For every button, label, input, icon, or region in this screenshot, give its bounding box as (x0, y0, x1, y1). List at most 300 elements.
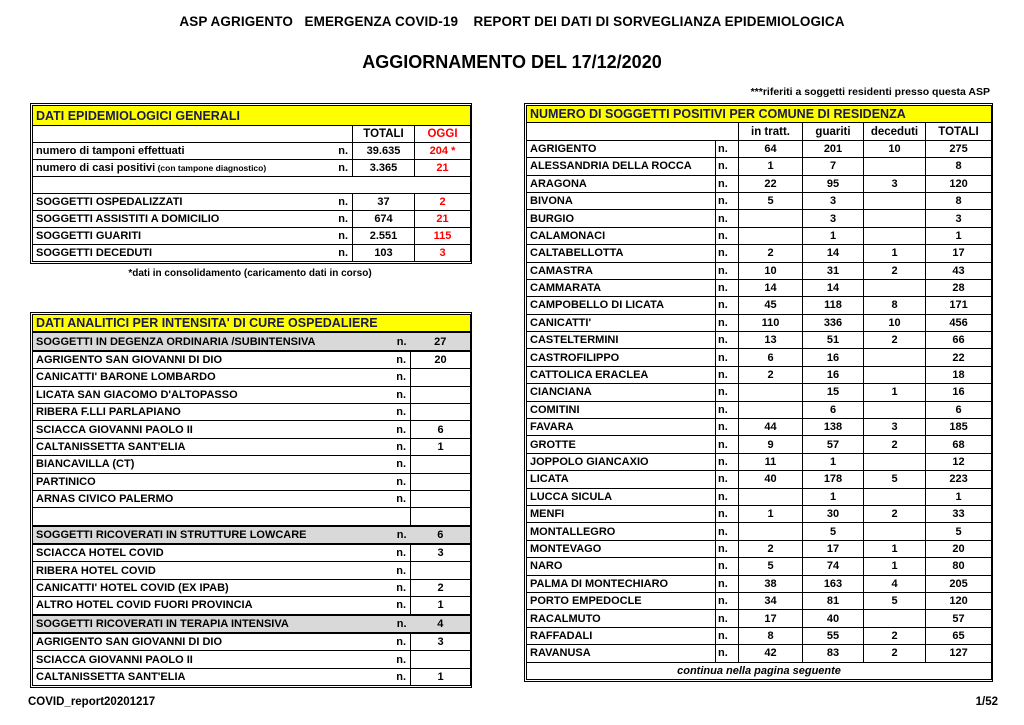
general-table-row (33, 194, 471, 211)
deceduti-value: 2 (864, 262, 926, 279)
in-tratt-value (739, 210, 803, 227)
guariti-value: 51 (803, 332, 864, 349)
row-label: SOGGETTI RICOVERATI IN TERAPIA INTENSIVA (33, 615, 387, 633)
comuni-table (526, 105, 992, 680)
in-tratt-value: 38 (739, 575, 803, 592)
update-date-title: AGGIORNAMENTO DEL 17/12/2020 (362, 52, 662, 72)
totali-column-header: TOTALI (353, 126, 415, 143)
comune-name: PALMA DI MONTECHIARO (527, 575, 716, 592)
n-cell: n. (387, 633, 411, 651)
hospital-table-row (33, 351, 471, 369)
spacer-cell (33, 508, 411, 526)
comuni-table-title-row (527, 106, 992, 123)
page-number: 1/52 (975, 696, 998, 708)
count-value (411, 456, 471, 473)
hospital-table-row (33, 438, 471, 455)
oggi-column-header: OGGI (415, 126, 471, 143)
n-cell: n. (387, 651, 411, 668)
totali-value: 65 (926, 627, 992, 644)
totali-value: 39.635 (353, 143, 415, 160)
guariti-value: 3 (803, 210, 864, 227)
row-label: SOGGETTI OSPEDALIZZATI (33, 194, 329, 211)
totali-value: 674 (353, 211, 415, 228)
comune-name: BURGIO (527, 210, 716, 227)
n-cell: n. (387, 369, 411, 386)
n-cell: n. (329, 143, 353, 160)
row-label: SOGGETTI IN DEGENZA ORDINARIA /SUBINTENSIVA (33, 332, 387, 350)
totali-value: 185 (926, 419, 992, 436)
hospital-table-spacer-row (33, 508, 471, 526)
comuni-table-title: NUMERO DI SOGGETTI POSITIVI PER COMUNE DI RESIDENZA (527, 106, 992, 123)
totali-value: 6 (926, 401, 992, 418)
n-cell: n. (716, 227, 739, 244)
n-cell: n. (716, 453, 739, 470)
n-cell: n. (716, 436, 739, 453)
totali-value: 120 (926, 175, 992, 192)
in-tratt-value: 40 (739, 471, 803, 488)
comune-row (527, 175, 992, 192)
row-label: LICATA SAN GIACOMO D'ALTOPASSO (33, 386, 387, 403)
totali-value: 3.365 (353, 160, 415, 177)
hospital-table-body (33, 332, 471, 685)
oggi-value: 21 (415, 160, 471, 177)
totali-value: 43 (926, 262, 992, 279)
continua-note: continua nella pagina seguente (527, 662, 992, 679)
deceduti-value (864, 349, 926, 366)
hospital-table-row (33, 386, 471, 403)
n-cell: n. (716, 262, 739, 279)
count-value: 3 (411, 633, 471, 651)
comune-row (527, 140, 992, 157)
n-cell: n. (716, 245, 739, 262)
comune-row (527, 366, 992, 383)
row-label: SOGGETTI RICOVERATI IN STRUTTURE LOWCARE (33, 526, 387, 544)
general-table-row (33, 228, 471, 245)
general-table-row (33, 143, 471, 160)
count-value (411, 473, 471, 490)
deceduti-value: 3 (864, 419, 926, 436)
comune-row (527, 262, 992, 279)
n-cell: n. (387, 526, 411, 544)
n-cell: n. (329, 245, 353, 262)
general-data-section (30, 103, 472, 264)
guariti-value: 15 (803, 384, 864, 401)
comune-name: CAMPOBELLO DI LICATA (527, 297, 716, 314)
totali-value: 12 (926, 453, 992, 470)
row-label: SCIACCA GIOVANNI PAOLO II (33, 421, 387, 438)
hospital-table-row (33, 456, 471, 473)
count-value (411, 386, 471, 403)
row-label: AGRIGENTO SAN GIOVANNI DI DIO (33, 633, 387, 651)
totali-value: 68 (926, 436, 992, 453)
comune-name: GROTTE (527, 436, 716, 453)
guariti-value: 201 (803, 140, 864, 157)
report-header-title: ASP AGRIGENTO EMERGENZA COVID-19 REPORT DEI DATI DI SORVEGLIANZA EPIDEMIOLOGICA (179, 14, 845, 29)
guariti-value: 1 (803, 488, 864, 505)
totali-value: 205 (926, 575, 992, 592)
totali-value: 8 (926, 192, 992, 209)
totali-value: 1 (926, 227, 992, 244)
deceduti-value: 2 (864, 436, 926, 453)
n-cell: n. (716, 279, 739, 296)
in-tratt-value (739, 488, 803, 505)
deceduti-value (864, 401, 926, 418)
comune-row (527, 349, 992, 366)
hospital-table-row (33, 403, 471, 420)
comune-name: MONTALLEGRO (527, 523, 716, 540)
totali-value: 37 (353, 194, 415, 211)
comune-row (527, 436, 992, 453)
n-cell: n. (716, 349, 739, 366)
n-cell: n. (716, 140, 739, 157)
totali-value: 3 (926, 210, 992, 227)
comune-name: CALTABELLOTTA (527, 245, 716, 262)
n-cell: n. (716, 558, 739, 575)
n-cell: n. (716, 488, 739, 505)
guariti-value: 7 (803, 158, 864, 175)
deceduti-value: 2 (864, 332, 926, 349)
n-cell: n. (387, 579, 411, 596)
comune-row (527, 523, 992, 540)
guariti-value: 163 (803, 575, 864, 592)
n-cell: n. (387, 421, 411, 438)
deceduti-value (864, 158, 926, 175)
n-cell: n. (716, 610, 739, 627)
comune-name: CALAMONACI (527, 227, 716, 244)
count-value: 27 (411, 332, 471, 350)
guariti-value: 31 (803, 262, 864, 279)
n-cell: n. (387, 544, 411, 562)
guariti-value: 5 (803, 523, 864, 540)
comune-name: JOPPOLO GIANCAXIO (527, 453, 716, 470)
spacer-cell (33, 177, 471, 194)
comune-name: COMITINI (527, 401, 716, 418)
deceduti-value (864, 610, 926, 627)
oggi-value: 204 * (415, 143, 471, 160)
hospital-table-row (33, 668, 471, 685)
general-table-title-row (33, 106, 471, 126)
hospital-table-row (33, 544, 471, 562)
comune-name: MONTEVAGO (527, 540, 716, 557)
count-value: 20 (411, 351, 471, 369)
in-tratt-value: 22 (739, 175, 803, 192)
hospital-table-row (33, 473, 471, 490)
row-label: SCIACCA HOTEL COVID (33, 544, 387, 562)
row-label: CALTANISSETTA SANT'ELIA (33, 668, 387, 685)
count-value: 3 (411, 544, 471, 562)
count-value (411, 490, 471, 507)
guariti-value: 83 (803, 645, 864, 662)
hospital-table-row (33, 579, 471, 596)
totali-value: 120 (926, 592, 992, 609)
n-cell: n. (329, 194, 353, 211)
comune-row (527, 488, 992, 505)
in-tratt-value: 2 (739, 540, 803, 557)
totali-value: 5 (926, 523, 992, 540)
n-cell: n. (716, 505, 739, 522)
comune-name: CAMMARATA (527, 279, 716, 296)
totali-value: 103 (353, 245, 415, 262)
in-tratt-value: 110 (739, 314, 803, 331)
guariti-value: 95 (803, 175, 864, 192)
guariti-value: 14 (803, 245, 864, 262)
deceduti-value (864, 523, 926, 540)
totali-value: 66 (926, 332, 992, 349)
n-cell: n. (387, 615, 411, 633)
count-value: 6 (411, 421, 471, 438)
n-cell: n. (716, 314, 739, 331)
totali-value: 20 (926, 540, 992, 557)
guariti-value: 16 (803, 349, 864, 366)
general-table-title: DATI EPIDEMIOLOGICI GENERALI (33, 106, 471, 126)
in-tratt-value: 1 (739, 505, 803, 522)
n-cell: n. (716, 419, 739, 436)
in-tratt-value (739, 401, 803, 418)
guariti-value: 40 (803, 610, 864, 627)
n-cell: n. (716, 210, 739, 227)
deceduti-value (864, 210, 926, 227)
hospital-table-row (33, 597, 471, 615)
n-cell: n. (716, 158, 739, 175)
totali-value: 1 (926, 488, 992, 505)
in-tratt-value: 45 (739, 297, 803, 314)
totali-value: 223 (926, 471, 992, 488)
comune-name: CAMASTRA (527, 262, 716, 279)
general-table-body (33, 143, 471, 262)
comune-row (527, 384, 992, 401)
header-empty-cell (33, 126, 329, 143)
comune-name: ARAGONA (527, 175, 716, 192)
deceduti-value: 5 (864, 471, 926, 488)
guariti-value: 57 (803, 436, 864, 453)
n-cell: n. (387, 668, 411, 685)
comune-row (527, 540, 992, 557)
deceduti-value (864, 192, 926, 209)
header-empty-cell (527, 123, 739, 140)
n-cell: n. (387, 403, 411, 420)
general-table-footnote: *dati in consolidamento (caricamento dati in corso) (128, 268, 372, 279)
comune-name: RACALMUTO (527, 610, 716, 627)
totali-value: 2.551 (353, 228, 415, 245)
hospital-table-row (33, 369, 471, 386)
row-label: CANICATTI' BARONE LOMBARDO (33, 369, 387, 386)
in-tratt-value: 42 (739, 645, 803, 662)
totali-value: 275 (926, 140, 992, 157)
in-tratt-value: 64 (739, 140, 803, 157)
report-filename: COVID_report20201217 (28, 696, 156, 708)
totali-value: 18 (926, 366, 992, 383)
comune-row (527, 575, 992, 592)
oggi-value: 3 (415, 245, 471, 262)
count-value: 4 (411, 615, 471, 633)
totali-column-header: TOTALI (926, 123, 992, 140)
count-value (411, 651, 471, 668)
totali-value: 33 (926, 505, 992, 522)
n-cell: n. (387, 597, 411, 615)
deceduti-value: 1 (864, 384, 926, 401)
in-tratt-column-header: in tratt. (739, 123, 803, 140)
n-cell: n. (387, 562, 411, 579)
row-label: BIANCAVILLA (CT) (33, 456, 387, 473)
count-value (411, 369, 471, 386)
guariti-value: 1 (803, 227, 864, 244)
hospital-care-section (30, 312, 472, 688)
row-label: RIBERA F.LLI PARLAPIANO (33, 403, 387, 420)
comuni-table-header-row (527, 123, 992, 140)
comuni-positives-section (524, 103, 993, 682)
row-label: PARTINICO (33, 473, 387, 490)
guariti-value: 30 (803, 505, 864, 522)
guariti-value: 336 (803, 314, 864, 331)
comune-name: MENFI (527, 505, 716, 522)
count-value: 6 (411, 526, 471, 544)
row-label: SOGGETTI ASSISTITI A DOMICILIO (33, 211, 329, 228)
totali-value: 22 (926, 349, 992, 366)
comune-row (527, 471, 992, 488)
count-value (411, 562, 471, 579)
in-tratt-value (739, 227, 803, 244)
n-cell: n. (716, 401, 739, 418)
row-label: CALTANISSETTA SANT'ELIA (33, 438, 387, 455)
in-tratt-value: 5 (739, 192, 803, 209)
n-cell: n. (387, 438, 411, 455)
comune-row (527, 297, 992, 314)
deceduti-value (864, 488, 926, 505)
row-label: RIBERA HOTEL COVID (33, 562, 387, 579)
row-label: SOGGETTI DECEDUTI (33, 245, 329, 262)
comune-name: FAVARA (527, 419, 716, 436)
deceduti-value: 8 (864, 297, 926, 314)
n-cell: n. (716, 575, 739, 592)
row-label: numero di tamponi effettuati (33, 143, 329, 160)
oggi-value: 21 (415, 211, 471, 228)
deceduti-value: 5 (864, 592, 926, 609)
count-value: 1 (411, 438, 471, 455)
in-tratt-value (739, 523, 803, 540)
totali-value: 17 (926, 245, 992, 262)
comune-row (527, 158, 992, 175)
comune-row (527, 610, 992, 627)
in-tratt-value: 11 (739, 453, 803, 470)
comune-name: CATTOLICA ERACLEA (527, 366, 716, 383)
deceduti-value: 3 (864, 175, 926, 192)
hospital-subheader-row (33, 615, 471, 633)
in-tratt-value: 1 (739, 158, 803, 175)
guariti-value: 138 (803, 419, 864, 436)
n-cell: n. (387, 386, 411, 403)
n-cell: n. (716, 592, 739, 609)
in-tratt-value: 9 (739, 436, 803, 453)
comune-name: RAFFADALI (527, 627, 716, 644)
comune-row (527, 453, 992, 470)
comune-row (527, 592, 992, 609)
n-cell: n. (329, 211, 353, 228)
general-table-row (33, 211, 471, 228)
n-cell: n. (716, 627, 739, 644)
hospital-table (32, 314, 471, 686)
totali-value: 80 (926, 558, 992, 575)
hospital-subheader-row (33, 526, 471, 544)
general-table-header-row (33, 126, 471, 143)
n-cell: n. (716, 384, 739, 401)
guariti-value: 81 (803, 592, 864, 609)
oggi-value: 115 (415, 228, 471, 245)
n-cell: n. (716, 645, 739, 662)
comune-name: AGRIGENTO (527, 140, 716, 157)
n-cell: n. (387, 490, 411, 507)
row-label: SOGGETTI GUARITI (33, 228, 329, 245)
comune-name: LUCCA SICULA (527, 488, 716, 505)
guariti-value: 14 (803, 279, 864, 296)
row-label: ALTRO HOTEL COVID FUORI PROVINCIA (33, 597, 387, 615)
comune-row (527, 558, 992, 575)
general-table-row (33, 160, 471, 177)
comune-name: RAVANUSA (527, 645, 716, 662)
count-value (411, 403, 471, 420)
n-cell: n. (716, 523, 739, 540)
comune-row (527, 627, 992, 644)
deceduti-value: 10 (864, 314, 926, 331)
row-label-small: (con tampone diagnostico) (155, 163, 267, 173)
comune-name: NARO (527, 558, 716, 575)
totali-value: 456 (926, 314, 992, 331)
deceduti-value (864, 366, 926, 383)
n-cell: n. (716, 192, 739, 209)
guariti-value: 55 (803, 627, 864, 644)
comune-name: LICATA (527, 471, 716, 488)
deceduti-value: 1 (864, 245, 926, 262)
deceduti-value: 2 (864, 505, 926, 522)
in-tratt-value: 6 (739, 349, 803, 366)
general-table (32, 105, 471, 262)
hospital-table-row (33, 562, 471, 579)
in-tratt-value: 17 (739, 610, 803, 627)
comune-row (527, 210, 992, 227)
comune-name: ALESSANDRIA DELLA ROCCA (527, 158, 716, 175)
n-cell: n. (716, 366, 739, 383)
row-label: SCIACCA GIOVANNI PAOLO II (33, 651, 387, 668)
comune-name: CASTROFILIPPO (527, 349, 716, 366)
totali-value: 127 (926, 645, 992, 662)
in-tratt-value: 44 (739, 419, 803, 436)
n-cell: n. (329, 160, 353, 177)
in-tratt-value (739, 384, 803, 401)
totali-value: 8 (926, 158, 992, 175)
deceduti-value: 1 (864, 540, 926, 557)
general-table-row (33, 177, 471, 194)
totali-value: 16 (926, 384, 992, 401)
in-tratt-value: 2 (739, 245, 803, 262)
comune-name: PORTO EMPEDOCLE (527, 592, 716, 609)
deceduti-value: 1 (864, 558, 926, 575)
guariti-value: 17 (803, 540, 864, 557)
guariti-column-header: guariti (803, 123, 864, 140)
guariti-value: 74 (803, 558, 864, 575)
guariti-value: 178 (803, 471, 864, 488)
hospital-table-row (33, 633, 471, 651)
comune-row (527, 192, 992, 209)
n-cell: n. (716, 471, 739, 488)
comune-name: CASTELTERMINI (527, 332, 716, 349)
continua-row (527, 662, 992, 679)
count-value: 2 (411, 579, 471, 596)
deceduti-value (864, 279, 926, 296)
deceduti-value (864, 227, 926, 244)
deceduti-column-header: deceduti (864, 123, 926, 140)
spacer-cell (411, 508, 471, 526)
n-cell: n. (387, 332, 411, 350)
in-tratt-value: 13 (739, 332, 803, 349)
